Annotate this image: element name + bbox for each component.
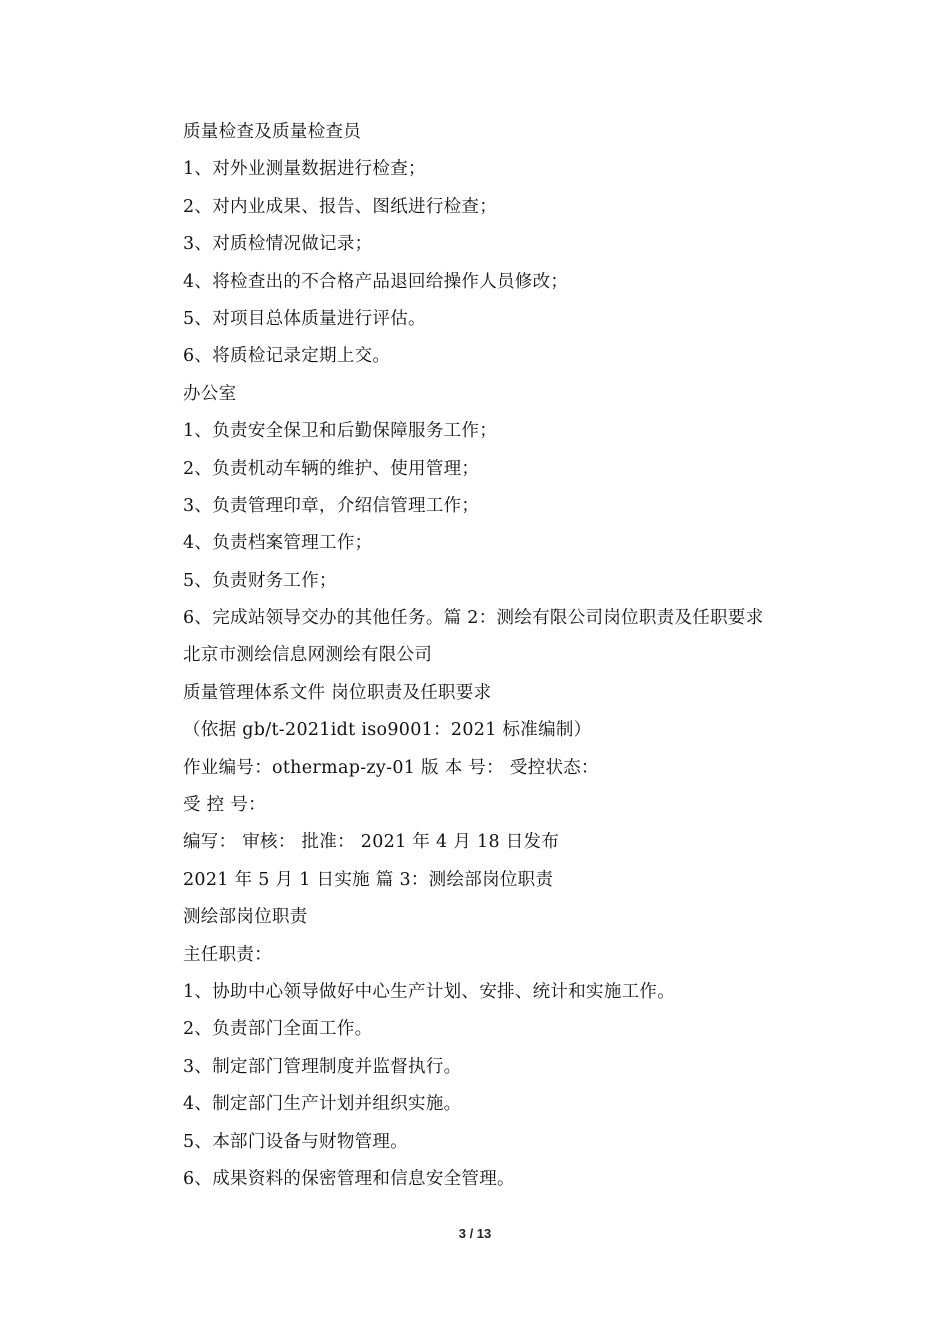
list-item: 4、负责档案管理工作； (183, 533, 373, 554)
list-item: 1、对外业测量数据进行检查； (183, 159, 426, 180)
company-name: 北京市测绘信息网测绘有限公司 (183, 645, 433, 666)
list-item: 2、负责部门全面工作。 (183, 1019, 373, 1040)
document-title: 质量管理体系文件 岗位职责及任职要求 (183, 682, 492, 703)
document-metadata: 作业编号：othermap-zy-01 版 本 号： 受控状态： (183, 757, 599, 778)
subsection-heading-director: 主任职责： (183, 944, 272, 965)
standard-reference: （依据 gb/t-2021idt iso9001：2021 标准编制） (183, 720, 592, 741)
list-item: 4、将检查出的不合格产品退回给操作人员修改； (183, 271, 569, 292)
list-item: 4、制定部门生产计划并组织实施。 (183, 1094, 462, 1115)
list-item: 6、将质检记录定期上交。 (183, 346, 391, 367)
document-metadata: 2021 年 5 月 1 日实施 篇 3：测绘部岗位职责 (183, 869, 554, 890)
list-item: 6、完成站领导交办的其他任务。篇 2：测绘有限公司岗位职责及任职要求 (183, 608, 764, 629)
list-item: 2、负责机动车辆的维护、使用管理； (183, 458, 480, 479)
list-item: 5、负责财务工作； (183, 570, 337, 591)
section-heading-office: 办公室 (183, 383, 237, 404)
list-item: 2、对内业成果、报告、图纸进行检查； (183, 196, 498, 217)
page-number: 3 / 13 (458, 1226, 492, 1241)
section-heading-survey-dept: 测绘部岗位职责 (183, 907, 308, 928)
document-metadata: 受 控 号： (183, 795, 266, 816)
list-item: 5、本部门设备与财物管理。 (183, 1131, 409, 1152)
list-item: 3、制定部门管理制度并监督执行。 (183, 1056, 462, 1077)
list-item: 1、负责安全保卫和后勤保障服务工作； (183, 421, 498, 442)
section-heading-quality-inspection: 质量检查及质量检查员 (183, 122, 361, 142)
list-item: 3、负责管理印章，介绍信管理工作； (183, 495, 480, 516)
document-metadata: 编写： 审核： 批准： 2021 年 4 月 18 日发布 (183, 832, 560, 853)
list-item: 1、协助中心领导做好中心生产计划、安排、统计和实施工作。 (183, 981, 676, 1002)
list-item: 3、对质检情况做记录； (183, 234, 373, 255)
list-item: 6、成果资料的保密管理和信息安全管理。 (183, 1168, 515, 1189)
list-item: 5、对项目总体质量进行评估。 (183, 308, 426, 329)
document-body (183, 114, 883, 1198)
